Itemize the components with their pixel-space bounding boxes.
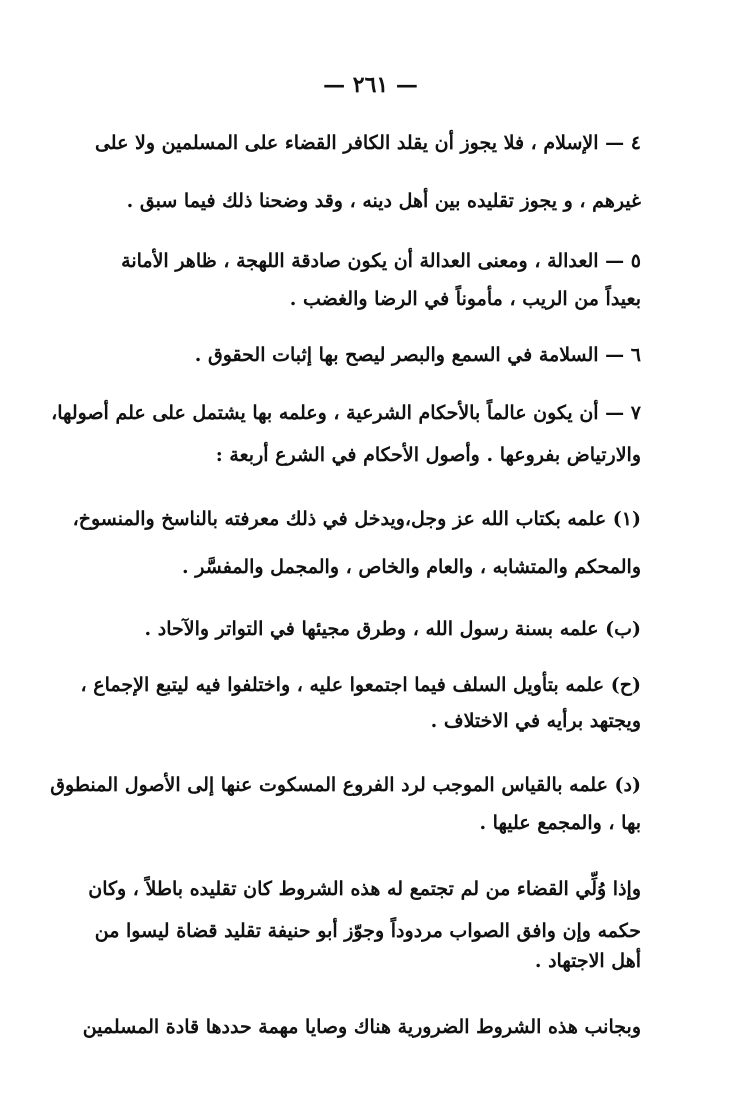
page-number: — ٢٦١ — xyxy=(323,72,418,98)
text-line: غيرهم ، و يجوز تقليده بين أهل دينه ، وقد وضحنا ذلك فيما سبق . xyxy=(126,190,641,212)
text-line: والمحكم والمتشابه ، والعام والخاص ، والمجمل والمفسَّر . xyxy=(182,556,641,578)
text-line: ويجتهد برأيه في الاختلاف . xyxy=(430,710,641,732)
text-line: (ح) علمه بتأويل السلف فيما اجتمعوا عليه ، واختلفوا فيه ليتبع الإجماع ، xyxy=(80,674,641,696)
text-line: أهل الاجتهاد . xyxy=(534,950,641,972)
text-line: (١) علمه بكتاب الله عز وجل،ويدخل في ذلك معرفته بالناسخ والمنسوخ، xyxy=(72,508,641,530)
text-line: وإذا وُلِّي القضاء من لم تجتمع له هذه الشروط كان تقليده باطلاً ، وكان xyxy=(88,878,641,900)
text-line: بعيداً من الريب ، مأموناً في الرضا والغضب . xyxy=(289,288,641,310)
text-line: (ب) علمه بسنة رسول الله ، وطرق مجيئها في التواتر والآحاد . xyxy=(144,618,641,640)
text-line: بها ، والمجمع عليها . xyxy=(479,812,641,834)
text-line: ٥ — العدالة ، ومعنى العدالة أن يكون صادقة اللهجة ، ظاهر الأمانة xyxy=(121,250,641,272)
text-line: ٧ — أن يكون عالماً بالأحكام الشرعية ، وعلمه بها يشتمل على علم أصولها، xyxy=(51,402,641,424)
text-line: ٦ — السلامة في السمع والبصر ليصح بها إثبات الحقوق . xyxy=(194,344,641,366)
text-line: وبجانب هذه الشروط الضرورية هناك وصايا مهمة حددها قادة المسلمين xyxy=(82,1016,641,1038)
text-line: ٤ — الإسلام ، فلا يجوز أن يقلد الكافر القضاء على المسلمين ولا على xyxy=(94,132,641,154)
text-line: والارتياض بفروعها . وأصول الأحكام في الشرع أربعة : xyxy=(215,444,641,466)
text-line: حكمه وإن وافق الصواب مردوداً وجوّز أبو حنيفة تقليد قضاة ليسوا من xyxy=(94,920,641,942)
text-line: (د) علمه بالقياس الموجب لرد الفروع المسكوت عنها إلى الأصول المنطوق xyxy=(50,774,641,796)
